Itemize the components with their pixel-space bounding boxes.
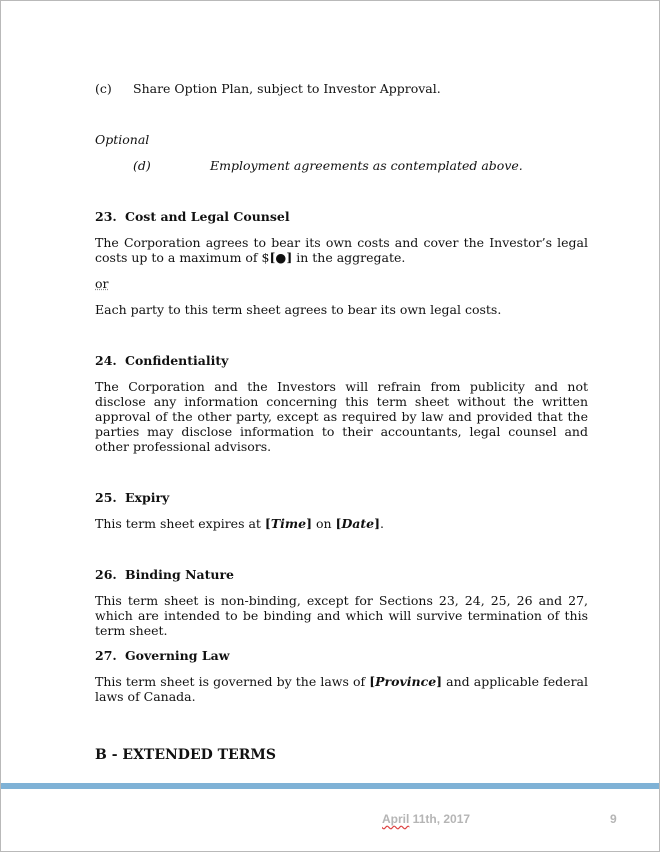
- section-paragraph: [95, 516, 588, 531]
- bracket: ]: [436, 674, 443, 689]
- section-25: [95, 490, 588, 531]
- section-title: Binding Nature: [125, 567, 234, 582]
- section-heading: [95, 490, 588, 505]
- text-run: .: [380, 516, 385, 531]
- section-26: [95, 567, 588, 638]
- section-number: 23.: [95, 209, 117, 224]
- text-run: and applicable federal laws of Canada.: [95, 674, 589, 704]
- text-run: in the aggregate.: [292, 250, 406, 265]
- list-item-text: Share Option Plan, subject to Investor Approval.: [133, 81, 441, 96]
- list-item-c: [95, 81, 588, 96]
- optional-label: Optional: [95, 132, 150, 147]
- section-title: Governing Law: [125, 648, 230, 663]
- section-paragraph: The Corporation and the Investors will refrain from publicity and not disclose any information concerning this term sheet without the written approval of the other party, except as required by law and provided that the parties may disclose information to their accountants, legal counsel and other professional advisors.: [95, 379, 588, 454]
- bracket: ]: [374, 516, 381, 531]
- extended-terms-heading: B - EXTENDED TERMS: [95, 747, 276, 763]
- section-heading: [95, 353, 588, 368]
- bracket: [: [264, 516, 271, 531]
- list-item-d: [95, 158, 588, 173]
- or-separator: or: [95, 276, 109, 291]
- section-number: 24.: [95, 353, 117, 368]
- bracket: ]: [306, 516, 312, 531]
- page-content: [95, 79, 588, 764]
- section-23: [95, 209, 588, 317]
- section-number: 26.: [95, 567, 117, 582]
- footer-month: April: [382, 812, 410, 826]
- section-number: 25.: [95, 490, 117, 505]
- page-number: 9: [610, 812, 617, 826]
- list-item-number: (c): [95, 81, 112, 96]
- bracket: [: [369, 674, 376, 689]
- section-paragraph: Each party to this term sheet agrees to bear its own legal costs.: [95, 302, 502, 317]
- text-run: This term sheet is governed by the laws of: [95, 674, 370, 689]
- footer-rule: [1, 783, 659, 789]
- text-run: The Corporation agrees to bear its own costs and cover the Investor’s legal costs up to a maximum of $: [95, 235, 588, 265]
- section-paragraph: [95, 674, 588, 704]
- text-run: This term sheet expires at: [95, 516, 265, 531]
- footer-date-rest: 11th, 2017: [409, 812, 471, 826]
- placeholder-date: Date: [341, 516, 375, 531]
- section-paragraph: [95, 235, 588, 265]
- section-number: 27.: [95, 648, 117, 663]
- bracket: [: [335, 516, 342, 531]
- section-heading: [95, 567, 588, 582]
- section-heading: [95, 209, 588, 224]
- section-title: Expiry: [125, 490, 170, 505]
- section-27: [95, 648, 588, 704]
- list-item-text: Employment agreements as contemplated above.: [210, 158, 523, 173]
- list-item-number: (d): [133, 158, 151, 173]
- section-title: Confidentiality: [125, 353, 229, 368]
- placeholder-time: Time: [270, 516, 307, 531]
- section-paragraph: This term sheet is non-binding, except for Sections 23, 24, 25, 26 and 27, which are intended to be binding and which will survive termination of this term sheet.: [95, 593, 588, 638]
- text-run: on: [312, 516, 336, 531]
- section-title: Cost and Legal Counsel: [125, 209, 290, 224]
- placeholder: [●]: [269, 250, 293, 265]
- footer-date: [382, 812, 470, 826]
- section-24: [95, 353, 588, 454]
- section-heading: [95, 648, 588, 663]
- placeholder-province: Province: [375, 674, 437, 689]
